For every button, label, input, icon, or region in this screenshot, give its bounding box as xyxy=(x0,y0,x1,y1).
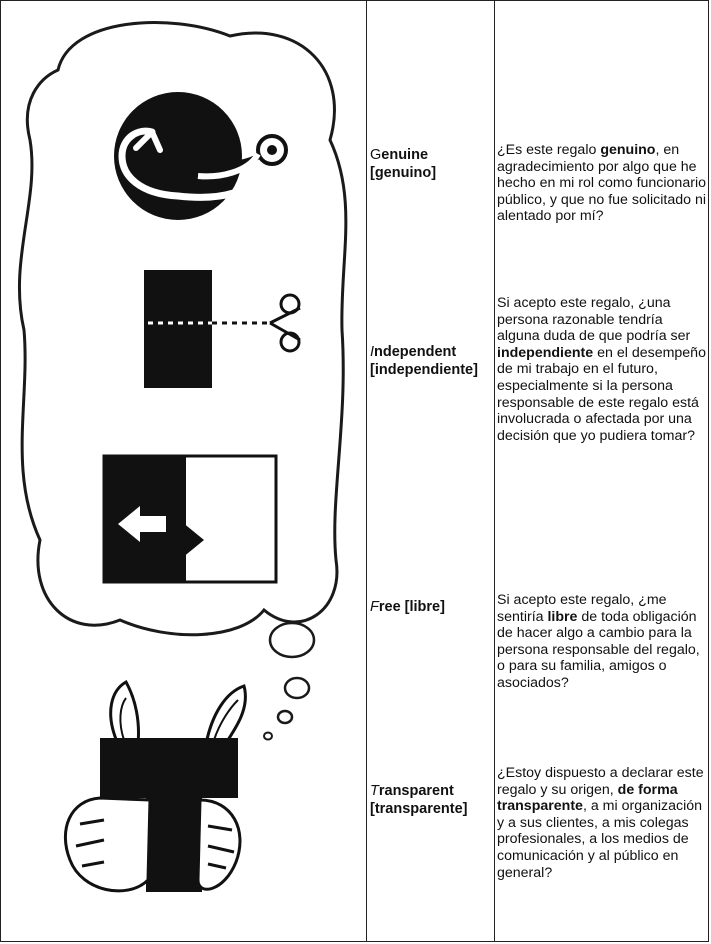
term-free xyxy=(370,598,494,616)
term-translation: [independiente] xyxy=(370,362,478,378)
term-word: ransparent xyxy=(378,783,454,799)
letter-t-figure-icon xyxy=(65,682,245,892)
term-letter: F xyxy=(370,599,379,615)
thought-bubble-medium xyxy=(285,678,309,698)
term-letter: G xyxy=(370,147,382,163)
question-genuine: ¿Es este regalo genuino, en agradecimiento por algo que he hecho en mi rol como funcionario público, y que no fue solicitado ni alentado por mí? xyxy=(497,142,707,225)
thought-bubble-large xyxy=(270,623,314,657)
term-transparent xyxy=(370,782,494,818)
thought-bubble-tiny xyxy=(264,733,272,740)
thought-bubble-small xyxy=(278,711,292,723)
term-word: ree [libre] xyxy=(378,599,445,615)
question-free: Si acepto este regalo, ¿me sentiría libre de toda obligación de hacer algo a cambio para la persona responsable del regalo, o para su familia, amigos o asociados? xyxy=(497,592,700,691)
question-independent: Si acepto este regalo, ¿una persona razonable tendría alguna duda de que podría ser independiente en el desempeño de mi trabajo en el futuro, especialmente si la persona responsable de este regalo está involucrada o afectada por una decisión que yo pudiera tomar? xyxy=(497,295,706,444)
term-letter: I xyxy=(370,344,375,360)
question-transparent: ¿Estoy dispuesto a declarar este regalo y su origen, de forma transparente, a mi organización y a sus clientes, a mis colegas profesionales, a los medios de comunicación y al público en general? xyxy=(497,765,704,881)
term-translation: [genuino] xyxy=(370,165,437,181)
letter-i-scissors-icon xyxy=(144,270,300,388)
term-independent xyxy=(370,343,494,379)
letter-f-arrows-icon xyxy=(104,456,276,582)
term-translation: [transparente] xyxy=(370,801,468,817)
term-word: enuine xyxy=(381,147,429,163)
term-genuine xyxy=(370,146,494,182)
letter-g-hook-icon xyxy=(114,92,286,220)
term-word: ndependent xyxy=(374,344,457,360)
term-letter: T xyxy=(370,783,379,799)
